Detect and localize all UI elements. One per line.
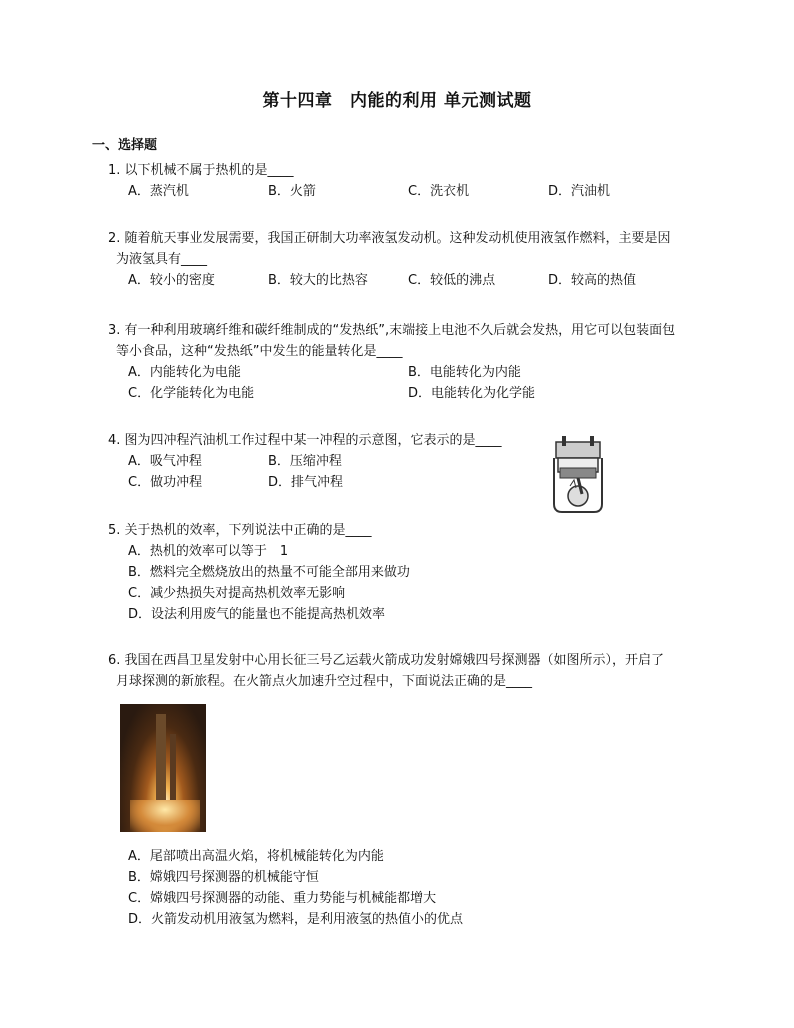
option-b: B．较大的比热容	[268, 273, 368, 288]
question-stem: 2. 随着航天事业发展需要，我国正研制大功率液氢发动机。这种发动机使用液氢作燃料，主要是因	[108, 231, 671, 246]
question-stem-cont: 为液氢具有____	[116, 252, 208, 267]
option-c: C．化学能转化为电能	[128, 386, 255, 401]
section-heading: 一、选择题	[92, 138, 158, 153]
option-c: C．减少热损失对提高热机效率无影响	[128, 586, 346, 601]
option-a: A．尾部喷出高温火焰，将机械能转化为内能	[128, 849, 384, 864]
question-stem: 1. 以下机械不属于热机的是____	[108, 163, 294, 178]
option-d: D．电能转化为化学能	[408, 386, 536, 401]
question-stem: 4. 图为四冲程汽油机工作过程中某一冲程的示意图，它表示的是____	[108, 433, 502, 448]
question-4	[108, 430, 708, 493]
option-b: B．电能转化为内能	[408, 365, 521, 380]
option-d: D．排气冲程	[268, 475, 344, 490]
option-a: A．吸气冲程	[128, 454, 202, 469]
options-row	[108, 270, 708, 291]
question-3	[108, 320, 708, 404]
option-a: A．内能转化为电能	[128, 365, 241, 380]
option-d: D．设法利用废气的能量也不能提高热机效率	[128, 607, 386, 622]
question-6	[108, 650, 708, 692]
options-list	[108, 846, 708, 930]
option-d: D．较高的热值	[548, 273, 637, 288]
option-b: B．燃料完全燃烧放出的热量不可能全部用来做功	[128, 565, 410, 580]
question-stem: 6. 我国在西昌卫星发射中心用长征三号乙运载火箭成功发射嫦娥四号探测器（如图所示），开启了	[108, 653, 665, 668]
options-list	[108, 541, 708, 625]
rocket-launch-image	[120, 704, 206, 832]
options-grid	[108, 362, 708, 404]
option-c: C．嫦娥四号探测器的动能、重力势能与机械能都增大	[128, 891, 437, 906]
option-b: B．火箭	[268, 184, 316, 199]
option-a: A．较小的密度	[128, 273, 215, 288]
option-a: A．蒸汽机	[128, 184, 189, 199]
option-a: A．热机的效率可以等于 1	[128, 544, 289, 559]
options-grid	[108, 451, 708, 493]
question-6-options	[108, 846, 708, 930]
question-2	[108, 228, 708, 291]
option-b: B．压缩冲程	[268, 454, 342, 469]
question-1	[108, 160, 708, 202]
question-stem-cont: 月球探测的新旅程。在火箭点火加速升空过程中，下面说法正确的是____	[116, 674, 533, 689]
question-stem: 5. 关于热机的效率，下列说法中正确的是____	[108, 523, 372, 538]
engine-diagram-image	[548, 434, 608, 514]
option-c: C．做功冲程	[128, 475, 203, 490]
option-b: B．嫦娥四号探测器的机械能守恒	[128, 870, 319, 885]
option-c: C．较低的沸点	[408, 273, 496, 288]
options-row	[108, 181, 708, 202]
question-stem: 3. 有一种利用玻璃纤维和碳纤维制成的“发热纸”,末端接上电池不久后就会发热，用它可以包装面包	[108, 323, 676, 338]
question-stem-cont: 等小食品，这种“发热纸”中发生的能量转化是____	[116, 344, 403, 359]
question-5	[108, 520, 708, 625]
option-d: D．汽油机	[548, 184, 611, 199]
option-c: C．洗衣机	[408, 184, 470, 199]
option-d: D．火箭发动机用液氢为燃料，是利用液氢的热值小的优点	[128, 912, 464, 927]
page-title: 第十四章 内能的利用 单元测试题	[262, 91, 532, 111]
